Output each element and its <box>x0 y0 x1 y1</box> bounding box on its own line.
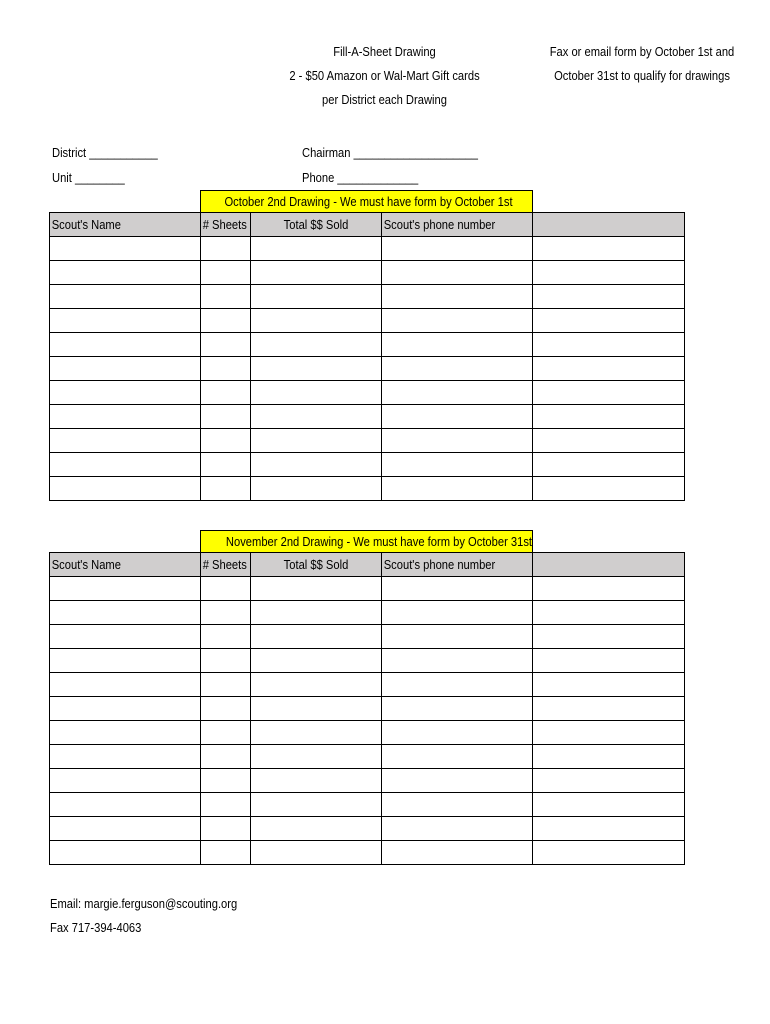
entry-cell[interactable] <box>251 237 382 261</box>
entry-cell[interactable] <box>382 357 533 381</box>
november-scout-table <box>49 552 685 865</box>
table-row <box>50 745 685 769</box>
drawing-title-block <box>262 40 507 112</box>
phone-field[interactable]: Phone _____________ <box>302 170 419 185</box>
entry-cell[interactable] <box>533 261 685 285</box>
entry-cell[interactable] <box>251 285 382 309</box>
entry-cell[interactable] <box>382 721 533 745</box>
entry-cell[interactable] <box>201 649 251 673</box>
column-header-label: Scout's phone number <box>383 557 496 572</box>
entry-cell[interactable] <box>382 333 533 357</box>
entry-cell[interactable] <box>382 649 533 673</box>
entry-cell[interactable] <box>201 577 251 601</box>
table-row <box>50 333 685 357</box>
entry-cell[interactable] <box>382 793 533 817</box>
entry-cell[interactable] <box>201 793 251 817</box>
entry-cell[interactable] <box>50 793 201 817</box>
entry-cell[interactable] <box>533 745 685 769</box>
column-header-label: Total $$ Sold <box>283 557 349 572</box>
entry-cell[interactable] <box>201 309 251 333</box>
entry-cell[interactable] <box>50 261 201 285</box>
entry-cell[interactable] <box>251 697 382 721</box>
entry-cell[interactable] <box>201 841 251 865</box>
column-header <box>382 213 533 237</box>
title-line-2: 2 - $50 Amazon or Wal-Mart Gift cards <box>289 68 480 83</box>
column-header-label: Scout's phone number <box>383 217 496 232</box>
unit-field[interactable]: Unit ________ <box>52 170 125 185</box>
district-field[interactable]: District ___________ <box>52 145 158 160</box>
submission-note-block <box>522 40 762 88</box>
entry-cell[interactable] <box>201 453 251 477</box>
entry-cell[interactable] <box>251 577 382 601</box>
entry-cell[interactable] <box>50 817 201 841</box>
column-header <box>251 553 382 577</box>
entry-cell[interactable] <box>50 285 201 309</box>
entry-cell[interactable] <box>533 769 685 793</box>
entry-cell[interactable] <box>251 793 382 817</box>
entry-cell[interactable] <box>382 769 533 793</box>
contact-email: Email: margie.ferguson@scouting.org <box>50 896 238 911</box>
table-header-row <box>50 553 685 577</box>
entry-cell[interactable] <box>533 453 685 477</box>
november-banner-text: November 2nd Drawing - We must have form by October 31st <box>225 534 533 549</box>
entry-cell[interactable] <box>382 601 533 625</box>
entry-cell[interactable] <box>533 357 685 381</box>
entry-cell[interactable] <box>50 429 201 453</box>
column-header-label: Scout's Name <box>51 217 121 232</box>
entry-cell[interactable] <box>382 381 533 405</box>
table-row <box>50 577 685 601</box>
entry-cell[interactable] <box>201 285 251 309</box>
table-row <box>50 477 685 501</box>
entry-cell[interactable] <box>201 817 251 841</box>
entry-cell[interactable] <box>201 721 251 745</box>
entry-cell[interactable] <box>382 237 533 261</box>
entry-cell[interactable] <box>50 673 201 697</box>
entry-cell[interactable] <box>201 405 251 429</box>
table-row <box>50 285 685 309</box>
table-row <box>50 261 685 285</box>
entry-cell[interactable] <box>251 405 382 429</box>
table-header-row <box>50 213 685 237</box>
entry-cell[interactable] <box>251 673 382 697</box>
entry-cell[interactable] <box>201 477 251 501</box>
table-row <box>50 793 685 817</box>
note-line-2: October 31st to qualify for drawings <box>554 68 730 83</box>
entry-cell[interactable] <box>382 745 533 769</box>
title-line-1: Fill-A-Sheet Drawing <box>333 44 436 59</box>
entry-cell[interactable] <box>50 841 201 865</box>
column-header-label: Scout's Name <box>51 557 121 572</box>
entry-cell[interactable] <box>382 309 533 333</box>
entry-cell[interactable] <box>201 237 251 261</box>
table-row <box>50 309 685 333</box>
chairman-field[interactable]: Chairman ____________________ <box>302 145 478 160</box>
entry-cell[interactable] <box>201 769 251 793</box>
entry-cell[interactable] <box>533 237 685 261</box>
entry-cell[interactable] <box>251 333 382 357</box>
note-line-1: Fax or email form by October 1st and <box>549 44 735 59</box>
title-line-3: per District each Drawing <box>322 92 447 107</box>
entry-cell[interactable] <box>533 477 685 501</box>
entry-cell[interactable] <box>201 673 251 697</box>
entry-cell[interactable] <box>382 625 533 649</box>
column-header-label: Total $$ Sold <box>283 217 349 232</box>
table-row <box>50 453 685 477</box>
table-row <box>50 841 685 865</box>
entry-cell[interactable] <box>251 357 382 381</box>
entry-cell[interactable] <box>251 817 382 841</box>
table-row <box>50 601 685 625</box>
entry-cell[interactable] <box>382 429 533 453</box>
entry-cell[interactable] <box>382 405 533 429</box>
entry-cell[interactable] <box>251 381 382 405</box>
table-row <box>50 381 685 405</box>
table-row <box>50 625 685 649</box>
entry-cell[interactable] <box>50 769 201 793</box>
entry-cell[interactable] <box>382 477 533 501</box>
table-row <box>50 429 685 453</box>
entry-cell[interactable] <box>251 721 382 745</box>
column-header <box>533 213 685 237</box>
entry-cell[interactable] <box>382 697 533 721</box>
table-row <box>50 649 685 673</box>
entry-cell[interactable] <box>382 841 533 865</box>
entry-cell[interactable] <box>533 577 685 601</box>
entry-cell[interactable] <box>50 697 201 721</box>
entry-cell[interactable] <box>251 769 382 793</box>
column-header <box>50 213 201 237</box>
entry-cell[interactable] <box>251 429 382 453</box>
column-header <box>201 553 251 577</box>
entry-cell[interactable] <box>50 625 201 649</box>
entry-cell[interactable] <box>201 261 251 285</box>
entry-cell[interactable] <box>50 405 201 429</box>
table-row <box>50 817 685 841</box>
october-banner-text: October 2nd Drawing - We must have form by October 1st <box>224 194 513 209</box>
entry-cell[interactable] <box>50 577 201 601</box>
entry-cell[interactable] <box>533 697 685 721</box>
entry-cell[interactable] <box>201 357 251 381</box>
column-header-label: # Sheets <box>202 557 247 572</box>
entry-cell[interactable] <box>382 453 533 477</box>
column-header <box>50 553 201 577</box>
table-row <box>50 237 685 261</box>
entry-cell[interactable] <box>251 841 382 865</box>
november-drawing-banner <box>200 530 533 553</box>
entry-cell[interactable] <box>201 381 251 405</box>
entry-cell[interactable] <box>533 841 685 865</box>
entry-cell[interactable] <box>251 453 382 477</box>
table-row <box>50 405 685 429</box>
entry-cell[interactable] <box>382 577 533 601</box>
entry-cell[interactable] <box>251 601 382 625</box>
entry-cell[interactable] <box>50 721 201 745</box>
entry-cell[interactable] <box>50 745 201 769</box>
entry-cell[interactable] <box>533 309 685 333</box>
column-header <box>533 553 685 577</box>
october-scout-table <box>49 212 685 501</box>
entry-cell[interactable] <box>251 261 382 285</box>
entry-cell[interactable] <box>50 309 201 333</box>
entry-cell[interactable] <box>50 649 201 673</box>
entry-cell[interactable] <box>533 285 685 309</box>
entry-cell[interactable] <box>50 357 201 381</box>
entry-cell[interactable] <box>201 429 251 453</box>
column-header <box>251 213 382 237</box>
entry-cell[interactable] <box>50 453 201 477</box>
entry-cell[interactable] <box>201 697 251 721</box>
column-header <box>382 553 533 577</box>
entry-cell[interactable] <box>201 745 251 769</box>
entry-cell[interactable] <box>382 261 533 285</box>
entry-cell[interactable] <box>533 673 685 697</box>
entry-cell[interactable] <box>251 649 382 673</box>
entry-cell[interactable] <box>201 601 251 625</box>
entry-cell[interactable] <box>50 381 201 405</box>
entry-cell[interactable] <box>382 285 533 309</box>
entry-cell[interactable] <box>533 381 685 405</box>
table-row <box>50 697 685 721</box>
entry-cell[interactable] <box>50 477 201 501</box>
column-header <box>201 213 251 237</box>
table-row <box>50 769 685 793</box>
table-row <box>50 721 685 745</box>
entry-cell[interactable] <box>533 793 685 817</box>
entry-cell[interactable] <box>533 429 685 453</box>
entry-cell[interactable] <box>533 817 685 841</box>
entry-cell[interactable] <box>533 405 685 429</box>
entry-cell[interactable] <box>251 309 382 333</box>
entry-cell[interactable] <box>251 625 382 649</box>
entry-cell[interactable] <box>50 333 201 357</box>
entry-cell[interactable] <box>50 601 201 625</box>
entry-cell[interactable] <box>382 673 533 697</box>
table-row <box>50 673 685 697</box>
entry-cell[interactable] <box>201 625 251 649</box>
entry-cell[interactable] <box>533 333 685 357</box>
entry-cell[interactable] <box>533 625 685 649</box>
entry-cell[interactable] <box>382 817 533 841</box>
column-header-label: # Sheets <box>202 217 247 232</box>
october-drawing-banner <box>200 190 533 213</box>
entry-cell[interactable] <box>251 477 382 501</box>
entry-cell[interactable] <box>251 745 382 769</box>
entry-cell[interactable] <box>533 649 685 673</box>
entry-cell[interactable] <box>533 721 685 745</box>
table-row <box>50 357 685 381</box>
entry-cell[interactable] <box>533 601 685 625</box>
contact-fax: Fax 717-394-4063 <box>50 920 142 935</box>
entry-cell[interactable] <box>201 333 251 357</box>
entry-cell[interactable] <box>50 237 201 261</box>
